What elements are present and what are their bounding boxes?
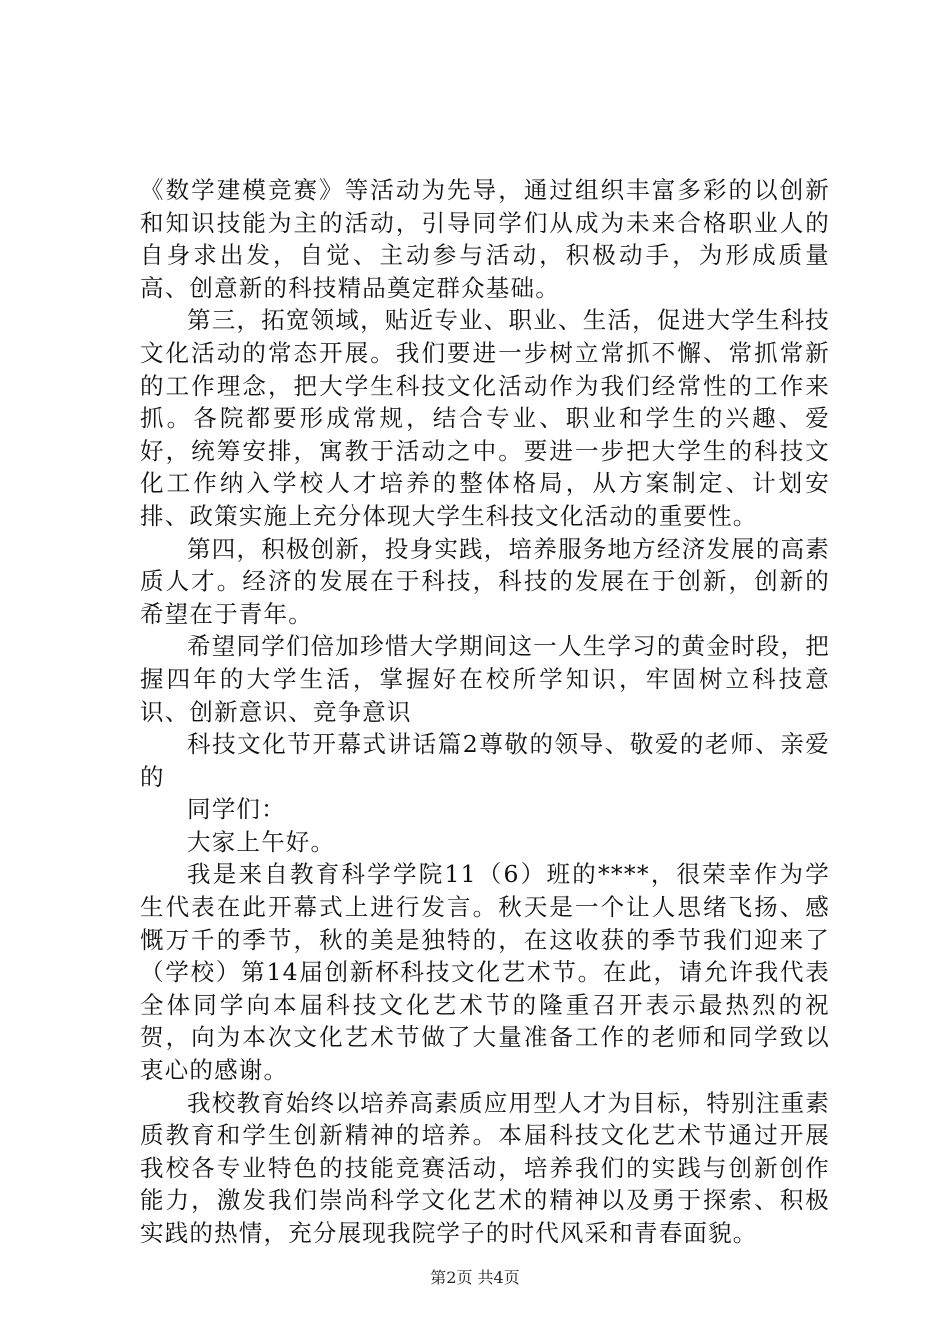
document-body [140, 174, 830, 1250]
paragraph-4: 希望同学们倍加珍惜大学期间这一人生学习的黄金时段，把握四年的大学生活，掌握好在校所学知识，牢固树立科技意识、创新意识、竞争意识 [140, 632, 830, 726]
paragraph-2: 第三，拓宽领域，贴近专业、职业、生活，促进大学生科技文化活动的常态开展。我们要进一步树立常抓不懈、常抓常新的工作理念，把大学生科技文化活动作为我们经常性的工作来抓。各院都要形成常规，结合专业、职业和学生的兴趣、爱好，统筹安排，寓教于活动之中。要进一步把大学生的科技文化工作纳入学校人才培养的整体格局，从方案制定、计划安排、政策实施上充分体现大学生科技文化活动的重要性。 [140, 306, 830, 530]
paragraph-9: 我校教育始终以培养高素质应用型人才为目标，特别注重素质教育和学生创新精神的培养。本届科技文化艺术节通过开展我校各专业特色的技能竞赛活动，培养我们的实践与创新创作能力，激发我们崇尚科学文化艺术的精神以及勇于探索、积极实践的热情，充分展现我院学子的时代风采和青春面貌。 [140, 1088, 830, 1247]
paragraph-1: 《数学建模竞赛》等活动为先导，通过组织丰富多彩的以创新和知识技能为主的活动，引导同学们从成为未来合格职业人的自身求出发，自觉、主动参与活动，积极动手，为形成质量高、创意新的科技精品奠定群众基础。 [140, 176, 830, 302]
paragraph-8: 我是来自教育科学学院11（6）班的****，很荣幸作为学生代表在此开幕式上进行发言。秋天是一个让人思绪飞扬、感慨万千的季节，秋的美是独特的，在这收获的季节我们迎来了（学校）第14届创新杯科技文化艺术节。在此，请允许我代表全体同学向本届科技文化艺术节的隆重召开表示最热烈的祝贺，向为本次文化艺术节做了大量准备工作的老师和同学致以衷心的感谢。 [140, 860, 830, 1085]
paragraph-6-greeting: 同学们： [187, 795, 286, 824]
paragraph-7-salutation: 大家上午好。 [187, 827, 336, 856]
paragraph-5-speech-title: 科技文化节开幕式讲话篇2尊敬的领导、敬爱的老师、亲爱的 [140, 730, 830, 791]
paragraph-3: 第四，积极创新，投身实践，培养服务地方经济发展的高素质人才。经济的发展在于科技，科技的发展在于创新，创新的希望在于青年。 [140, 534, 830, 628]
page-footer: 第2页 共4页 [430, 1268, 520, 1287]
